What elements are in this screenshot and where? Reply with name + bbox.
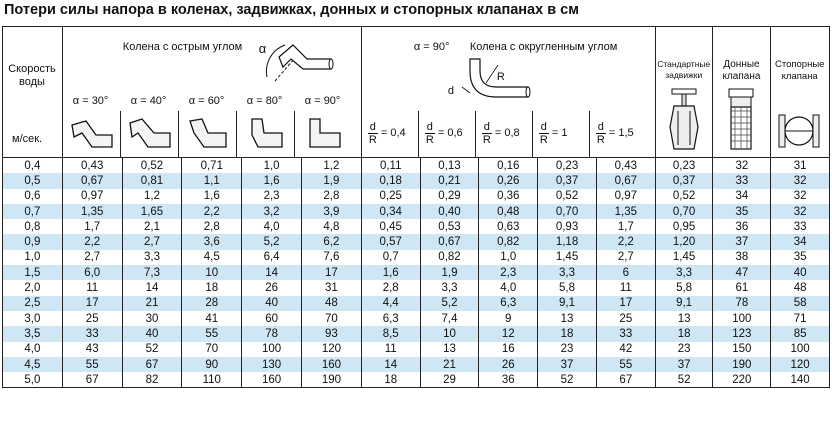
- loss-value-cell: 7,3: [122, 265, 182, 280]
- table-body: [3, 158, 830, 388]
- loss-value-cell: 6,2: [301, 234, 361, 249]
- loss-value-cell: 32: [771, 204, 830, 219]
- loss-value-cell: 33: [713, 173, 771, 188]
- head-loss-table: [2, 26, 830, 388]
- loss-value-cell: 130: [242, 357, 302, 372]
- loss-value-cell: 0,16: [479, 158, 538, 174]
- stop-valve-icon: [777, 111, 821, 151]
- loss-value-cell: 17: [596, 296, 655, 311]
- loss-value-cell: 1,9: [301, 173, 361, 188]
- loss-value-cell: 2,7: [596, 250, 655, 265]
- loss-value-cell: 2,8: [361, 280, 420, 295]
- loss-value-cell: 21: [122, 296, 182, 311]
- loss-value-cell: 0,29: [420, 189, 479, 204]
- loss-value-cell: 41: [182, 311, 242, 326]
- loss-value-cell: 37: [713, 234, 771, 249]
- loss-value-cell: 1,7: [62, 219, 122, 234]
- loss-value-cell: 9,1: [538, 296, 597, 311]
- loss-value-cell: 123: [713, 326, 771, 341]
- loss-value-cell: 55: [182, 326, 242, 341]
- loss-value-cell: 3,3: [538, 265, 597, 280]
- loss-value-cell: 150: [713, 342, 771, 357]
- rounded-elbows-label: Колена с округленным углом: [469, 41, 618, 53]
- loss-value-cell: 4,4: [361, 296, 420, 311]
- loss-value-cell: 1,7: [596, 219, 655, 234]
- loss-value-cell: 0,67: [596, 173, 655, 188]
- speed-cell: 1,5: [3, 265, 63, 280]
- loss-value-cell: 0,43: [62, 158, 122, 174]
- speed-unit: м/сек.: [12, 133, 43, 145]
- bottom-valve-icon: [723, 87, 759, 153]
- loss-value-cell: 16: [479, 342, 538, 357]
- loss-value-cell: 34: [713, 189, 771, 204]
- loss-value-cell: 5,2: [242, 234, 302, 249]
- loss-value-cell: 32: [771, 189, 830, 204]
- loss-value-cell: 0,23: [655, 158, 713, 174]
- loss-value-cell: 100: [771, 342, 830, 357]
- loss-value-cell: 78: [242, 326, 302, 341]
- loss-value-cell: 1,9: [420, 265, 479, 280]
- loss-value-cell: 31: [301, 280, 361, 295]
- loss-value-cell: 1,0: [242, 158, 302, 174]
- ratio-r: R: [425, 134, 434, 146]
- loss-value-cell: 26: [479, 357, 538, 372]
- loss-value-cell: 0,34: [361, 204, 420, 219]
- loss-value-cell: 0,7: [361, 250, 420, 265]
- loss-value-cell: 1,2: [122, 189, 182, 204]
- loss-value-cell: 67: [596, 372, 655, 388]
- loss-value-cell: 61: [713, 280, 771, 295]
- loss-value-cell: 2,2: [182, 204, 242, 219]
- speed-cell: 0,9: [3, 234, 63, 249]
- elbow-30-icon: [70, 117, 114, 153]
- loss-value-cell: 29: [420, 372, 479, 388]
- speed-header: [3, 27, 63, 158]
- loss-value-cell: 1,6: [242, 173, 302, 188]
- sharp-elbows-label: Колена с острым углом: [122, 41, 243, 53]
- table-row: [3, 250, 830, 265]
- loss-value-cell: 6,0: [62, 265, 122, 280]
- loss-value-cell: 7,6: [301, 250, 361, 265]
- loss-value-cell: 47: [713, 265, 771, 280]
- ratio-d: d: [483, 121, 490, 133]
- loss-value-cell: 0,37: [538, 173, 597, 188]
- speed-label-line1: Скорость: [8, 63, 56, 75]
- loss-value-cell: 6,3: [479, 296, 538, 311]
- loss-value-cell: 0,11: [361, 158, 420, 174]
- ratio-06-value: = 0,6: [437, 127, 463, 139]
- loss-value-cell: 2,3: [479, 265, 538, 280]
- table-row: [3, 342, 830, 357]
- loss-value-cell: 120: [301, 342, 361, 357]
- loss-value-cell: 3,3: [420, 280, 479, 295]
- loss-value-cell: 6,4: [242, 250, 302, 265]
- loss-value-cell: 1,45: [538, 250, 597, 265]
- loss-value-cell: 0,82: [479, 234, 538, 249]
- loss-value-cell: 2,3: [242, 189, 302, 204]
- loss-value-cell: 40: [122, 326, 182, 341]
- loss-value-cell: 0,53: [420, 219, 479, 234]
- loss-value-cell: 0,25: [361, 189, 420, 204]
- speed-cell: 4,0: [3, 342, 63, 357]
- loss-value-cell: 9,1: [655, 296, 713, 311]
- loss-value-cell: 1,65: [122, 204, 182, 219]
- loss-value-cell: 1,0: [479, 250, 538, 265]
- angle-30-label: α = 30°: [72, 95, 109, 107]
- ratio-04-value: = 0,4: [380, 127, 406, 139]
- loss-value-cell: 4,0: [479, 280, 538, 295]
- table-row: [3, 280, 830, 295]
- loss-value-cell: 85: [771, 326, 830, 341]
- loss-value-cell: 0,37: [655, 173, 713, 188]
- stop-valves-header: [771, 27, 830, 158]
- loss-value-cell: 0,26: [479, 173, 538, 188]
- loss-value-cell: 18: [361, 372, 420, 388]
- ratio-r: R: [596, 134, 605, 146]
- sharp-elbows-header: [62, 27, 361, 158]
- loss-value-cell: 55: [596, 357, 655, 372]
- loss-value-cell: 0,57: [361, 234, 420, 249]
- rounded-elbows-header: [361, 27, 655, 158]
- table-row: [3, 173, 830, 188]
- loss-value-cell: 0,95: [655, 219, 713, 234]
- loss-value-cell: 13: [420, 342, 479, 357]
- ratio-r: R: [368, 134, 377, 146]
- loss-value-cell: 9: [479, 311, 538, 326]
- elbow-40-icon: [128, 117, 172, 153]
- loss-value-cell: 60: [242, 311, 302, 326]
- loss-value-cell: 67: [122, 357, 182, 372]
- speed-cell: 3,5: [3, 326, 63, 341]
- loss-value-cell: 33: [596, 326, 655, 341]
- loss-value-cell: 70: [301, 311, 361, 326]
- table-row: [3, 189, 830, 204]
- bottom-valves-header: [713, 27, 771, 158]
- loss-value-cell: 32: [713, 158, 771, 174]
- speed-cell: 3,0: [3, 311, 63, 326]
- elbow-80-icon: [244, 117, 288, 153]
- loss-value-cell: 0,52: [122, 158, 182, 174]
- loss-value-cell: 0,13: [420, 158, 479, 174]
- loss-value-cell: 35: [771, 250, 830, 265]
- loss-value-cell: 43: [62, 342, 122, 357]
- loss-value-cell: 0,21: [420, 173, 479, 188]
- loss-value-cell: 1,6: [361, 265, 420, 280]
- table-row: [3, 158, 830, 174]
- loss-value-cell: 3,9: [301, 204, 361, 219]
- loss-value-cell: 4,5: [182, 250, 242, 265]
- loss-value-cell: 2,7: [122, 234, 182, 249]
- loss-value-cell: 48: [771, 280, 830, 295]
- loss-value-cell: 2,2: [596, 234, 655, 249]
- loss-value-cell: 0,52: [538, 189, 597, 204]
- loss-value-cell: 1,6: [182, 189, 242, 204]
- speed-cell: 0,7: [3, 204, 63, 219]
- table-row: [3, 357, 830, 372]
- loss-value-cell: 17: [301, 265, 361, 280]
- loss-value-cell: 220: [713, 372, 771, 388]
- loss-value-cell: 13: [655, 311, 713, 326]
- loss-value-cell: 71: [771, 311, 830, 326]
- loss-value-cell: 1,18: [538, 234, 597, 249]
- loss-value-cell: 0,63: [479, 219, 538, 234]
- loss-value-cell: 0,97: [596, 189, 655, 204]
- elbow-90-icon: [302, 117, 346, 153]
- loss-value-cell: 11: [361, 342, 420, 357]
- loss-value-cell: 6,3: [361, 311, 420, 326]
- ratio-r: R: [482, 134, 491, 146]
- table-row: [3, 204, 830, 219]
- table-row: [3, 234, 830, 249]
- loss-value-cell: 18: [182, 280, 242, 295]
- loss-value-cell: 36: [479, 372, 538, 388]
- speed-cell: 0,6: [3, 189, 63, 204]
- loss-value-cell: 37: [655, 357, 713, 372]
- loss-value-cell: 55: [62, 357, 122, 372]
- loss-value-cell: 0,43: [596, 158, 655, 174]
- speed-cell: 1,0: [3, 250, 63, 265]
- loss-value-cell: 2,8: [182, 219, 242, 234]
- loss-value-cell: 33: [62, 326, 122, 341]
- loss-value-cell: 100: [242, 342, 302, 357]
- loss-value-cell: 120: [771, 357, 830, 372]
- round-angle-label: α = 90°: [413, 41, 450, 53]
- ratio-1-value: = 1: [551, 127, 568, 139]
- loss-value-cell: 2,2: [62, 234, 122, 249]
- loss-value-cell: 78: [713, 296, 771, 311]
- loss-value-cell: 25: [596, 311, 655, 326]
- ratio-d: d: [426, 121, 433, 133]
- loss-value-cell: 35: [713, 204, 771, 219]
- loss-value-cell: 52: [122, 342, 182, 357]
- speed-cell: 4,5: [3, 357, 63, 372]
- ratio-r: R: [539, 134, 548, 146]
- loss-value-cell: 31: [771, 158, 830, 174]
- loss-value-cell: 160: [242, 372, 302, 388]
- loss-value-cell: 1,35: [596, 204, 655, 219]
- loss-value-cell: 1,20: [655, 234, 713, 249]
- loss-value-cell: 0,71: [182, 158, 242, 174]
- loss-value-cell: 4,0: [242, 219, 302, 234]
- table-row: [3, 326, 830, 341]
- loss-value-cell: 52: [655, 372, 713, 388]
- loss-value-cell: 32: [771, 173, 830, 188]
- ratio-08-label: [482, 121, 520, 146]
- ratio-d: d: [597, 121, 604, 133]
- loss-value-cell: 58: [771, 296, 830, 311]
- loss-value-cell: 5,2: [420, 296, 479, 311]
- loss-value-cell: 30: [122, 311, 182, 326]
- loss-value-cell: 34: [771, 234, 830, 249]
- loss-value-cell: 0,82: [420, 250, 479, 265]
- loss-value-cell: 28: [182, 296, 242, 311]
- loss-value-cell: 14: [122, 280, 182, 295]
- ratio-1-label: [539, 121, 568, 146]
- loss-value-cell: 18: [538, 326, 597, 341]
- loss-value-cell: 0,36: [479, 189, 538, 204]
- loss-value-cell: 17: [62, 296, 122, 311]
- stop-label-line1: Стопорные: [774, 59, 825, 70]
- speed-cell: 0,5: [3, 173, 63, 188]
- speed-cell: 5,0: [3, 372, 63, 388]
- loss-value-cell: 90: [182, 357, 242, 372]
- d-label: d: [447, 85, 454, 97]
- loss-value-cell: 18: [655, 326, 713, 341]
- elbow-60-icon: [186, 117, 230, 153]
- bottom-label-line2: клапана: [722, 71, 761, 82]
- gate-label-line2: задвижки: [665, 70, 703, 80]
- loss-value-cell: 0,52: [655, 189, 713, 204]
- ratio-04-label: [368, 121, 406, 146]
- loss-value-cell: 0,40: [420, 204, 479, 219]
- table-row: [3, 219, 830, 234]
- loss-value-cell: 26: [242, 280, 302, 295]
- table-row: [3, 296, 830, 311]
- angle-80-label: α = 80°: [246, 95, 283, 107]
- ratio-15-label: [596, 121, 634, 146]
- loss-value-cell: 82: [122, 372, 182, 388]
- speed-cell: 2,0: [3, 280, 63, 295]
- loss-value-cell: 7,4: [420, 311, 479, 326]
- angle-90-label: α = 90°: [304, 95, 341, 107]
- loss-value-cell: 160: [301, 357, 361, 372]
- loss-value-cell: 33: [771, 219, 830, 234]
- gate-valve-icon: [664, 87, 704, 153]
- page-title: Потери силы напора в коленах, задвижках, донных и стопорных клапанах в см: [4, 2, 579, 18]
- loss-value-cell: 100: [713, 311, 771, 326]
- loss-value-cell: 1,45: [655, 250, 713, 265]
- loss-value-cell: 13: [538, 311, 597, 326]
- loss-value-cell: 93: [301, 326, 361, 341]
- loss-value-cell: 14: [242, 265, 302, 280]
- speed-label-line2: воды: [19, 76, 45, 88]
- loss-value-cell: 14: [361, 357, 420, 372]
- loss-value-cell: 42: [596, 342, 655, 357]
- angle-40-label: α = 40°: [130, 95, 167, 107]
- loss-value-cell: 0,45: [361, 219, 420, 234]
- loss-value-cell: 4,8: [301, 219, 361, 234]
- angle-60-label: α = 60°: [188, 95, 225, 107]
- loss-value-cell: 3,3: [122, 250, 182, 265]
- loss-value-cell: 8,5: [361, 326, 420, 341]
- table-row: [3, 311, 830, 326]
- loss-value-cell: 23: [538, 342, 597, 357]
- loss-value-cell: 0,23: [538, 158, 597, 174]
- loss-value-cell: 110: [182, 372, 242, 388]
- loss-value-cell: 38: [713, 250, 771, 265]
- loss-value-cell: 25: [62, 311, 122, 326]
- loss-value-cell: 3,6: [182, 234, 242, 249]
- loss-value-cell: 40: [771, 265, 830, 280]
- loss-value-cell: 10: [182, 265, 242, 280]
- loss-value-cell: 0,67: [420, 234, 479, 249]
- loss-value-cell: 52: [538, 372, 597, 388]
- loss-value-cell: 12: [479, 326, 538, 341]
- table-row: [3, 265, 830, 280]
- ratio-06-label: [425, 121, 463, 146]
- loss-value-cell: 190: [713, 357, 771, 372]
- loss-value-cell: 11: [62, 280, 122, 295]
- speed-cell: 0,8: [3, 219, 63, 234]
- loss-value-cell: 0,70: [655, 204, 713, 219]
- loss-value-cell: 21: [420, 357, 479, 372]
- loss-value-cell: 0,70: [538, 204, 597, 219]
- loss-value-cell: 3,3: [655, 265, 713, 280]
- ratio-08-value: = 0,8: [494, 127, 520, 139]
- loss-value-cell: 6: [596, 265, 655, 280]
- loss-value-cell: 0,67: [62, 173, 122, 188]
- loss-value-cell: 5,8: [538, 280, 597, 295]
- loss-value-cell: 140: [771, 372, 830, 388]
- bottom-label-line1: Донные: [723, 59, 760, 70]
- loss-value-cell: 2,1: [122, 219, 182, 234]
- loss-value-cell: 0,93: [538, 219, 597, 234]
- r-label: R: [496, 71, 505, 83]
- loss-value-cell: 23: [655, 342, 713, 357]
- ratio-d: d: [369, 121, 376, 133]
- loss-value-cell: 0,18: [361, 173, 420, 188]
- loss-value-cell: 37: [538, 357, 597, 372]
- alpha-symbol: α: [258, 41, 267, 56]
- loss-value-cell: 11: [596, 280, 655, 295]
- gate-valves-header: [655, 27, 713, 158]
- speed-cell: 2,5: [3, 296, 63, 311]
- gate-label-line1: Стандартные: [657, 59, 711, 69]
- loss-value-cell: 70: [182, 342, 242, 357]
- loss-value-cell: 1,35: [62, 204, 122, 219]
- stop-label-line2: клапана: [781, 71, 818, 82]
- loss-value-cell: 2,8: [301, 189, 361, 204]
- loss-value-cell: 40: [242, 296, 302, 311]
- loss-value-cell: 10: [420, 326, 479, 341]
- loss-value-cell: 190: [301, 372, 361, 388]
- ratio-d: d: [540, 121, 547, 133]
- loss-value-cell: 48: [301, 296, 361, 311]
- loss-value-cell: 36: [713, 219, 771, 234]
- loss-value-cell: 67: [62, 372, 122, 388]
- loss-value-cell: 0,48: [479, 204, 538, 219]
- ratio-15-value: = 1,5: [608, 127, 634, 139]
- loss-value-cell: 0,97: [62, 189, 122, 204]
- loss-value-cell: 0,81: [122, 173, 182, 188]
- speed-cell: 0,4: [3, 158, 63, 174]
- loss-value-cell: 5,8: [655, 280, 713, 295]
- table-row: [3, 372, 830, 388]
- loss-value-cell: 3,2: [242, 204, 302, 219]
- loss-value-cell: 1,2: [301, 158, 361, 174]
- loss-value-cell: 2,7: [62, 250, 122, 265]
- loss-value-cell: 1,1: [182, 173, 242, 188]
